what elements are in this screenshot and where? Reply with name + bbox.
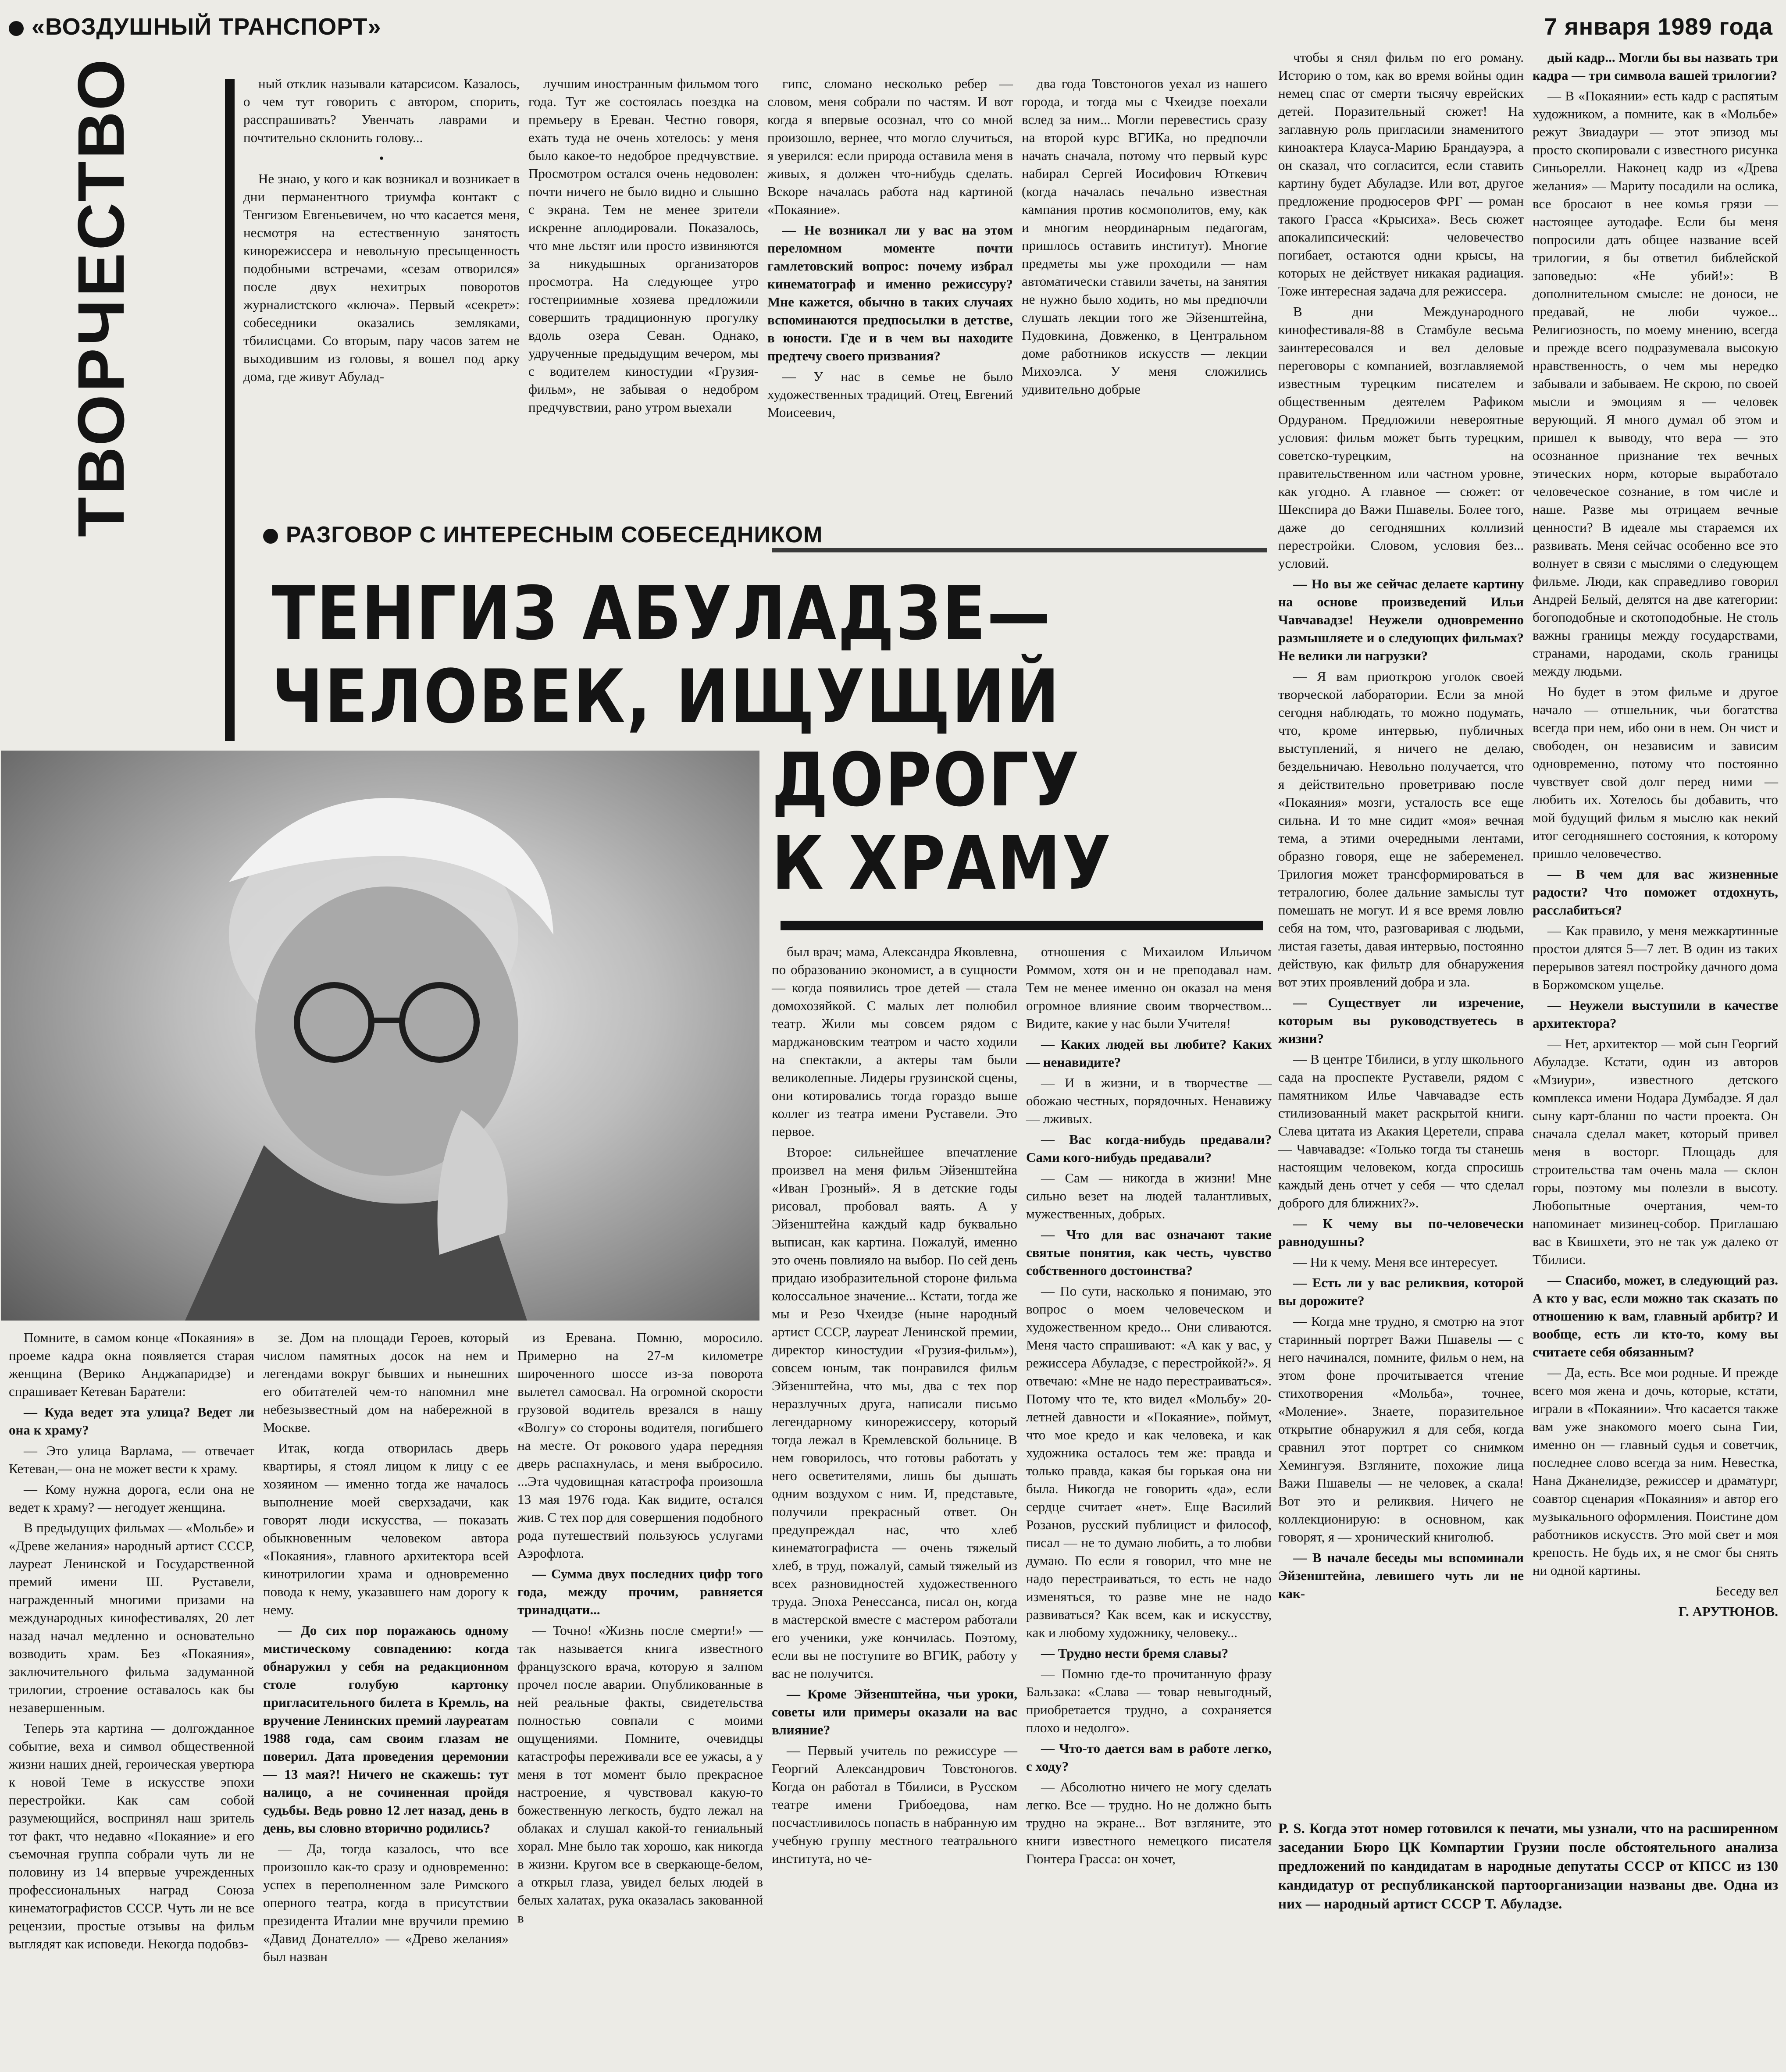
paragraph: — Первый учитель по режиссуре — Георгий Александрович Товстоногов. Когда он работал в Тбилиси, в Русском театре имени Грибоедова, нам посчастливилось попасть в набранную им учебную группу местного театрального института, но че- (772, 1743, 1017, 1866)
paragraph: — В центре Тбилиси, в углу школьного сада на проспекте Руставели, рядом с памятником Илье Чавчавадзе есть стилизованный макет раскрытой книги. Слева цитата из Акакия Церетели, справа — Чавчавадзе: «Только тогда ты станешь настоящим человеком, когда спросишь каждый день отчет у себя — что сделал доброго для ближних?». (1278, 1051, 1524, 1210)
headline-line-1: ТЕНГИЗ АБУЛАДЗЕ— (272, 570, 1052, 656)
paragraph: был врач; мама, Александра Яковлевна, по образованию экономист, а в сущности — когда появились трое детей — стала домохозяйкой. С малых лет полюбил театр. Жили мы совсем рядом с марджановским театром и часто ходили на спектакли, а актеры там были великолепные. Лидеры грузинской сцены, они котировались тогда гораздо выше коллег из театра имени Руставели. Это первое. (772, 944, 1017, 1139)
paragraph: из Еревана. Помню, моросило. Примерно на 27-м километре широченного шоссе из-за поворота вылетел самосвал. На огромной скорости грузовой водитель врезался в нашу «Волгу» со стороны водителя, погибшего на месте. От рокового удара передняя дверь распахнулась, и меня выбросило. ...Эта чудовищная катастрофа произошла 13 мая 1976 года. Как видите, остался жив. С тех пор для совершения подобного рода путешествий пользуюсь услугами Аэрофлота. (517, 1330, 763, 1561)
intro-column-c (767, 75, 1013, 522)
paragraph: — Абсолютно ничего не могу сделать легко. Все — трудно. Но не должно быть трудно на экране... Вот взгляните, это книги известного немецкого писателя Гюнтера Грасса: он хочет, (1026, 1779, 1272, 1866)
paragraph: Итак, когда отворилась дверь квартиры, я стоял лицом к лицу с ее хозяином — именно тогда же началось выполнение моей сверхзадачи, как говорят люди искусства, — показать обыкновенным человеком автора «Покаяния», главного архитектора всей кинотрилогии храма и одновременно повода к нему, указавшего нам дорогу к нему. (263, 1440, 509, 1617)
paragraph: — Кому нужна дорога, если она не ведет к храму? — негодует женщина. (9, 1481, 254, 1515)
rubric-text: РАЗГОВОР С ИНТЕРЕСНЫМ СОБЕСЕДНИКОМ (286, 522, 823, 548)
paragraph: — И в жизни, и в творчестве — обожаю честных, порядочных. Ненавижу — лживых. (1026, 1075, 1272, 1126)
paragraph: — Я вам приоткрою уголок своей творческой лаборатории. Если за мной сегодня наблюдать, то можно подумать, что, кроме интервью, публичных выступлений, я ничего не делаю, бездельничаю. Невольно получается, что я действительно проветриваю после «Покаяния» мозги, усталость все еще сильна. И то мне сидит «моя» вечная тема, а этими очередными лентами, образно говоря, еще не забеременел. Трилогия может трансформироваться в тетралогию, более дальние замыслы тут помешать не могут. И я все время ловлю себя на том, что, разговаривая с людьми, листая газеты, давая интервью, постоянно действую, как фильтр для обнаружения вот этих проявлений добра и зла. (1278, 669, 1524, 990)
rubric-rule (772, 548, 1267, 552)
question: — Существует ли изречение, которым вы руководствуетесь в жизни? (1278, 995, 1524, 1046)
question: — Спасибо, может, в следующий раз. А кто у вас, если можно так сказать по отношению к вам, главный арбитр? И вообще, есть ли кто-то, кому вы считаете себя обязанным? (1533, 1272, 1778, 1360)
portrait-photo (1, 751, 759, 1321)
question: — Но вы же сейчас делаете картину на основе произведений Ильи Чавчавадзе! Неужели одновременно размышляете и о следующих фильмах? Не велики ли нагрузки? (1278, 576, 1524, 663)
question: дый кадр... Могли бы вы назвать три кадра — три символа вашей трилогии? (1533, 50, 1778, 83)
question: — Что-то дается вам в работе легко, с ходу? (1026, 1741, 1272, 1774)
paragraph: Помните, в самом конце «Покаяния» в проеме кадра окна появляется старая женщина (Верико Анджапаридзе) и спрашивает Кетеван Баратели: (9, 1330, 254, 1399)
paragraph: гипс, сломано несколько ребер — словом, меня собрали по частям. И вот когда я впервые осознал, что со мной произошло, вернее, что могло случиться, я уверился: если природа оставила меня в живых, я должен что-нибудь сделать. Вскоре началась работа над картиной «Покаяние». (767, 76, 1013, 217)
postscript: Р. S. Когда этот номер готовился к печати, мы узнали, что на расширенном заседании Бюро ЦК Компартии Грузии после обстоятельного анализа предложений по кандидатам в народные депутаты СССР от КПСС из 130 кандидатур от республиканской партоорганизации названы две. Одна из них — народный артист СССР Т. Абуладзе. (1278, 1821, 1778, 1912)
section-label: ТВОРЧЕСТВО (64, 57, 138, 537)
rubric (263, 522, 823, 548)
question: — Кроме Эйзенштейна, чьи уроки, советы или примеры оказали на вас влияние? (772, 1686, 1017, 1737)
paragraph: — В «Покаянии» есть кадр с распятым художником, а помните, как в «Мольбе» режут Звиадаури — этот эпизод мы просто скопировали с известного рисунка Синьорелли. Наконец кадр из «Древа желания» — Мариту посадили на ослика, все бросают в нее комья грязи — настоящее аутодафе. Если бы меня попросили дать общее название всей трилогии, я бы ответил библейской заповедью: «Не убий!»: В дополнительном смысле: не доноси, не предавай, не люби чужое... Религиозность, по моему мнению, всегда и прежде всего подразумевала высокую нравственность, о чем мы нередко забывали и забываем. Не скрою, по своей мысли и эмоциям я — человек верующий. Я много думал об этом и пришел к выводу, что вера — это осознанное признание тех вечных этических норм, которые выработало человеческое сознание, в том числе и наше. Разве мы отрицаем вечные ценности? В идеале мы стараемся их развивать. Меня сейчас особенно все это волнует в связи с мыслями о следующем фильме. Люди, как справедливо говорил Андрей Белый, делятся на две категории: богоподобные и скотоподобные. Не столь важны границы между государствами, странами, народами, сколь границы между людьми. (1533, 88, 1778, 679)
body-column-f (1533, 48, 1778, 1793)
question: — Вас когда-нибудь предавали? Сами кого-нибудь предавали? (1026, 1132, 1272, 1165)
question: — Есть ли у вас реликвия, которой вы дорожите? (1278, 1275, 1524, 1308)
intro-column-b (528, 75, 759, 522)
portrait-illustration (1, 751, 759, 1321)
question: — В начале беседы мы вспоминали Эйзенштейна, левишего чуть ли не как- (1278, 1550, 1524, 1601)
question: — Трудно нести бремя славы? (1041, 1645, 1229, 1661)
paragraph: — Да, тогда казалось, что все произошло как-то сразу и одновременно: успех в переполненном зале Римского оперного театра, когда в присутствии президента Италии мне вручили премию «Давид Донателло» — «Древо желания» был назван (263, 1841, 509, 1964)
question: — До сих пор поражаюсь одному мистическому совпадению: когда обнаружил у себя на редакционном столе голубую картонку пригласительного билета в Кремль, на вручение Ленинских премий лауреатам 1988 года, сам своим глазам не поверил. Дата проведения церемонии — 13 мая?! Ничего не скажешь: тут налицо, а не сочиненная пройдя судьбы. Ведь ровно 12 лет назад, день в день, вы словно вторично родились? (263, 1623, 509, 1836)
paragraph: Второе: сильнейшее впечатление произвел на меня фильм Эйзенштейна «Иван Грозный». Я в детские годы рисовал, пробовал ваять. А у Эйзенштейна каждый кадр буквально выписан, как картина. Пожалуй, именно это очень повлияло на выбор. По сей день придаю изобразительной стороне фильма колоссальное значение... Кстати, тогда же мы и Резо Чхеидзе (ныне народный артист СССР, лауреат Ленинской премии, директор киностудии «Грузия-фильм»), совсем юным, так понравился фильм Эйзенштейна, что мы, два с тех пор неразлучных друга, написали письмо легендарному кинорежиссеру, который тогда лежал в Кремлевской больнице. В нем говорилось, что готовы работать у него осветителями, лишь бы дышать одним воздухом с ним. И, представьте, получили прекрасный ответ. Он предупреждал нас, что хлеб кинематографиста — очень тяжелый хлеб, в труд, пожалуй, самый тяжелый из всех разновидностей художественного труда. Эпоха Ренессанса, писал он, когда в мастерской вместе с мастером работали его ученики, уже кончилась. Поэтому, если вы не поступите во ВГИК, работу у вас не получится. (772, 1144, 1017, 1681)
paragraph: — Это улица Варлама, — отвечает Кетеван,— она не может вести к храму. (9, 1443, 254, 1476)
paragraph: ный отклик называли катарсисом. Казалось, о чем тут говорить с автором, спорить, расспрашивать? Увенчать лаврами и почтительно склонить голову... (243, 76, 520, 145)
section-divider (225, 79, 235, 741)
intro-column-d (1022, 75, 1267, 522)
paragraph: — У нас в семье не было художественных традиций. Отец, Евгений Моисеевич, (767, 369, 1013, 420)
paragraph: — Как правило, у меня межкартинные простои длятся 5—7 лет. В один из таких перерывов затеял постройку дачного дома в Боржомском ущелье. (1533, 923, 1778, 992)
paragraph: — Точно! «Жизнь после смерти!» — так называется книга известного французского врача, которую я залпом прочел после аварии. Опубликованные в ней реальные факты, свидетельства полностью совпали с моими ощущениями. Помните, очевидцы катастрофы переживали все ее ужасы, а у меня в тот момент было прекрасное настроение, я чувствовал какую-то божественную легкость, будто лежал на облаках и слушал какой-то гениальный хорал. Мне было так хорошо, как никогда в жизни. Кругом все в сверкающе-белом, а открыл глаза, увидел белых людей в белых халатах, рука оказалась закованной в (517, 1623, 763, 1926)
paragraph: — Сам — никогда в жизни! Мне сильно везет на людей талантливых, мужественных, добрых. (1026, 1170, 1272, 1221)
lead-column (9, 1328, 254, 2069)
publication-header (9, 13, 381, 40)
paragraph: — Когда мне трудно, я смотрю на этот старинный портрет Важи Пшавелы — с него начинался, помните, фильм о нем, на этом фоне прочитывается чтение стихотворения «Мольба», точнее, «Моление». Знаете, поразительное открытие обнаружил я для себя, когда сравнил этот портрет со снимком Хемингуэя. Взгляните, похожие лица Важи Пшавелы — не человек, а скала! Вот это и реликвия. Ничего не коллекционирую: в основном, как говорят, я — хронический книголюб. (1278, 1314, 1524, 1545)
question: — Сумма двух последних цифр того года, между прочим, равняется тринадцати... (517, 1566, 763, 1617)
paragraph: — Нет, архитектор — мой сын Георгий Абуладзе. Кстати, один из авторов «Мзиури», известного детского комплекса имени Нодара Думбадзе. Я дал сыну карт-бланш по части проекта. Он сначала сделал макет, который привел меня в восторг. Площадь для строительства там очень мала — склон горы, поэтому мы полезли в высоту. Любопытные очертания, чем-то напоминает мизинец-собор. Приглашаю вас в Квишхети, это не так уж далеко от Тбилиси. (1533, 1036, 1778, 1267)
paragraph: — Куда ведет эта улица? Ведет ли она к храму? (9, 1404, 254, 1438)
paragraph: — Да, есть. Все мои родные. И прежде всего моя жена и дочь, которые, кстати, играли в «Покаянии». Что касается также вам уже знакомого моего сына Гии, именно он — главный судья и советчик, последнее слово всегда за ним. Невестка, Нана Джанелидзе, режиссер и драматург, соавтор сценария «Покаяния» и автор его музыкального оформления. Поистине дом работников искусств. Это мой свет и моя крепость. Не будь их, я не смог бы снять ни одной картины. (1533, 1365, 1778, 1578)
paragraph: Но будет в этом фильме и другое начало — отшельник, чьи богатства всегда при нем, ибо они в нем. Он чист и свободен, он независим и зависим одновременно, потому что постоянно чувствует свой долг перед ними — любить их. Хотелось бы добавить, что мой будущий фильм я мыслю как некий итог сегодняшнего состояния, к которому пришло человечество. (1533, 684, 1778, 861)
paragraph: — Помню где-то прочитанную фразу Бальзака: «Слава — товар невыгодный, приобретается трудно, а сохраняется плохо и недолго». (1026, 1666, 1272, 1735)
headline-line-4: К ХРАМУ (772, 820, 1112, 906)
paragraph: В дни Международного кинофестиваля-88 в Стамбуле весьма заинтересовался и вел деловые переговоры с компанией, возглавляемой известным турецким писателем и общественным деятелем Рафиком Ордураном. Предложили невероятные условия: фильм может быть турецким, советско-турецким, на правительственном или частном уровне, как угодно. А главное — сюжет: от Шекспира до Важи Пшавелы. Более того, даже до сегодняшних коллизий перестройки. Словом, условия без... условий. (1278, 304, 1524, 571)
paragraph: — По сути, насколько я понимаю, это вопрос о моем человеческом и художественном кредо... Они сливаются. Меня часто спрашивают: «А как у вас, у режиссера Абуладзе, с перестройкой?». Я отвечаю: «Мне не надо перестраиваться». Потому что те, кто видел «Мольбу» 20-летней давности и «Покаяние», поймут, что мое кредо и как человека, и как художника осталось тем же: правда и только правда, какая бы горькая она ни была. Никогда не говорить «да», если сердце считает «нет». Еще Василий Розанов, русский публицист и философ, писал — не то думаю любить, а то любви думаю. По если я говорил, что мне не надо перестраиваться, то есть не надо изменяться, то разве мне не надо развиваться? Как всем, как и искусству, как и любому художнику, человеку... (1026, 1283, 1272, 1640)
paragraph: лучшим иностранным фильмом того года. Тут же состоялась поездка на премьеру в Ереван. Честно говоря, ехать туда не очень хотелось: у меня было какое-то недоброе предчувствие. Просмотром остался очень недоволен: почти ничего не было видно и слышно с экрана. Тем не менее зрители искренне аплодировали. Показалось, что мне льстят или просто извиняются за никудышных организаторов просмотра. На следующее утро гостеприимные хозяева предложили совершить традиционную прогулку вдоль озера Севан. Однако, удрученные предыдущим вечером, мы с водителем киностудии «Грузия-фильм», не забывая о недобром предчувствии, рано утром выехали (528, 76, 759, 415)
headline-line-2: ЧЕЛОВЕК, ИЩУЩИЙ (272, 654, 1061, 740)
question: — Неужели выступили в качестве архитектора? (1533, 997, 1778, 1031)
paragraph: два года Товстоногов уехал из нашего города, и тогда мы с Чхеидзе поехали вслед за ним... Могли перевестись сразу на второй курс ВГИКа, но предпочли начать сначала, потому что первый курс набирал Сергей Иосифович Юткевич (когда началась печально известная кампания против космополитов, ему, как и многим неординарным педагогам, пришлось оставить институт). Многие предметы мы уже проходили — нам автоматически ставили зачеты, на занятия не нужно было ходить, но мы предпочли слушать лекции того же Эйзенштейна, Пудовкина, Довженко, в Центральном доме работников искусств — лекции Михоэлса. У меня сложились удивительно добрые (1022, 76, 1267, 397)
headline-line-3: ДОРОГУ (772, 737, 1081, 823)
paragraph: В предыдущих фильмах — «Мольбе» и «Древе желания» народный артист СССР, лауреат Ленинской и Государственной премий имени Ш. Руставели, награжденный многими призами на международных кинофестивалях, 20 лет назад начал медленно и основательно возводить храм. Без «Покаяния», заключительного фильма задуманной трилогии, строение оставалось как бы незавершенным. (9, 1520, 254, 1715)
body-column-e (1278, 48, 1524, 1793)
intro-column-a (243, 75, 520, 522)
paragraph: отношения с Михаилом Ильичом Роммом, хотя он и не преподавал нам. Тем не менее именно он оказал на меня огромное влияние своим творчеством... Видите, какие у нас были Учителя! (1026, 944, 1272, 1031)
body-column-g (772, 943, 1017, 2069)
publication-name: «ВОЗДУШНЫЙ ТРАНСПОРТ» (32, 14, 381, 40)
body-column-h (1026, 943, 1272, 2069)
paragraph: Теперь эта картина — долгожданное событие, веха и символ общественной жизни наших дней, героическая увертюра к новой Теме в искусстве эпохи перестройки. Как сам собой разумеющийся, воспринял наш зритель тот факт, что недавно «Покаяние» и его съемочная группа собрали чуть ли не половину из 14 впервые учрежденных профессиональных наград Союза кинематографистов СССР. Чуть ли не все рецензии, простые отзывы на фильм выглядят как исповеди. Некогда подобвз- (9, 1720, 254, 1951)
body-column-k (517, 1328, 763, 2069)
paragraph: — Ни к чему. Меня все интересует. (1293, 1254, 1498, 1270)
paragraph: Не знаю, у кого и как возникал и возникает в дни перманентного триумфа контакт с Тенгизом Евгеньевичем, но что касается меня, несмотря на естественную занятость кинорежиссера и невольную пресыщенность подобными встречами, «сезам отворился» после двух нехитрых поворотов журналистского «ключа». Первый «секрет»: собеседники оказались земляками, тбилисцами. Со вторым, пару часов затем не выходившим из головы, я вошел под арку дома, где живут Абулад- (243, 171, 520, 384)
question: — Каких людей вы любите? Каких — ненавидите? (1026, 1036, 1272, 1070)
body-column-j (263, 1328, 509, 2069)
question: — Что для вас означают такие святые понятия, как честь, чувство собственного достоинства? (1026, 1227, 1272, 1278)
bullet-icon (9, 21, 24, 36)
question: — К чему вы по-человечески равнодушны? (1278, 1216, 1524, 1249)
issue-date: 7 января 1989 года (1544, 14, 1773, 40)
headline-rule (781, 921, 1263, 930)
paragraph: зе. Дом на площади Героев, который числом памятных досок на нем и легендами вокруг бывших и нынешних его обитателей чем-то напомнил мне небезызвестный дом на набережной в Москве. (263, 1330, 509, 1435)
question: — В чем для вас жизненные радости? Что поможет отдохнуть, расслабиться? (1533, 866, 1778, 918)
byline-author: Г. АРУТЮНОВ. (1678, 1604, 1778, 1619)
bullet-icon (263, 529, 278, 544)
paragraph: чтобы я снял фильм по его роману. Историю о том, как во время войны один немец спас от смерти тысячу еврейских детей. Поразительный сюжет! На заглавную роль пригласили знаменитого киноактера Клауса-Марию Брандауэра, а он сказал, что согласится, если ставить картину будет Абуладзе. Или вот, другое предложение продюсеров ФРГ — роман такого Грасса «Крысиха». Весь сюжет апокалипсический: человечество погибает, остаются одни крысы, на которых не действует никакая радиация. Тоже интересная задача для режиссера. (1278, 50, 1524, 299)
separator: • (379, 150, 384, 166)
question: — Не возникал ли у вас на этом переломном моменте почти гамлетовский вопрос: почему избрал кинематограф и именно режиссуру? Мне кажется, обычно в таких случаях вспоминаются предпосылки в детстве, в юности. Где и в чем вы находите предтечу своего призвания? (767, 222, 1013, 363)
byline-label: Беседу вел (1715, 1583, 1778, 1599)
